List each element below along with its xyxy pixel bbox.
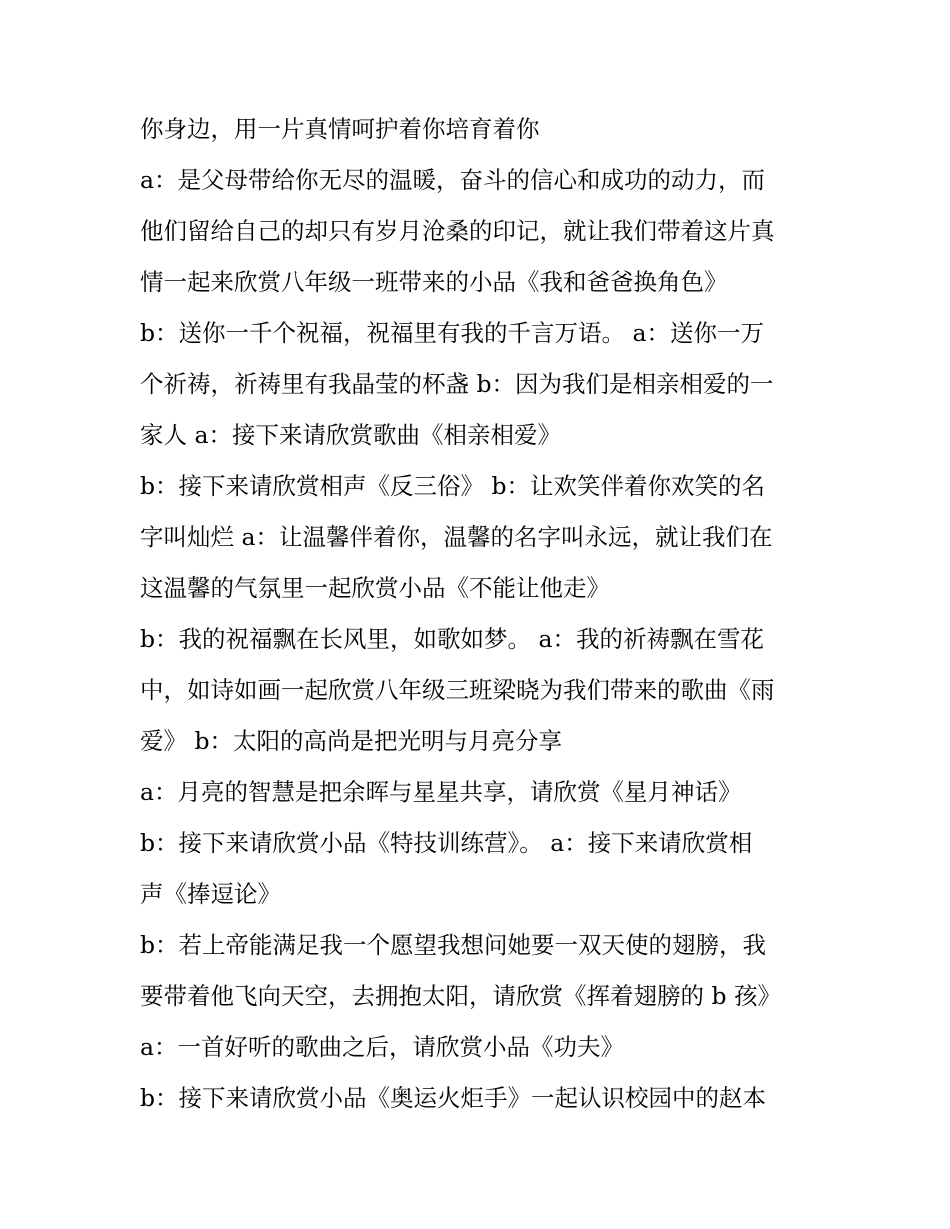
text-line: b：接下来请欣赏相声《反三俗》 b：让欢笑伴着你欢笑的名 xyxy=(140,472,766,500)
text-line: 要带着他飞向天空，去拥抱太阳，请欣赏《挥着翅膀的 b 孩》 xyxy=(140,982,781,1010)
text-line: a：月亮的智慧是把余晖与星星共享，请欣赏《星月神话》 xyxy=(140,778,742,806)
text-line: 声《捧逗论》 xyxy=(140,880,281,908)
text-line: b：接下来请欣赏小品《奥运火炬手》一起认识校园中的赵本 xyxy=(140,1084,767,1112)
text-line: 个祈祷，祈祷里有我晶莹的杯盏 b：因为我们是相亲相爱的一 xyxy=(140,370,774,398)
text-line: 你身边，用一片真情呵护着你培育着你 xyxy=(140,115,540,143)
document-body xyxy=(140,104,820,1124)
text-line: b：接下来请欣赏小品《特技训练营》。 a：接下来请欣赏相 xyxy=(140,829,753,857)
text-line: b：我的祝福飘在长风里，如歌如梦。 a：我的祈祷飘在雪花 xyxy=(140,625,765,653)
text-line: 字叫灿烂 a：让温馨伴着你，温馨的名字叫永远，就让我们在 xyxy=(140,523,773,551)
text-line: 家人 a：接下来请欣赏歌曲《相亲相爱》 xyxy=(140,421,561,449)
text-line: a：一首好听的歌曲之后，请欣赏小品《功夫》 xyxy=(140,1033,625,1061)
text-line: 这温馨的气氛里一起欣赏小品《不能让他走》 xyxy=(140,574,610,602)
text-line: 他们留给自己的却只有岁月沧桑的印记，就让我们带着这片真 xyxy=(140,217,775,245)
text-line: 爱》 b：太阳的高尚是把光明与月亮分享 xyxy=(140,727,563,755)
text-line: b：送你一千个祝福，祝福里有我的千言万语。 a：送你一万 xyxy=(140,319,765,347)
text-line: 情一起来欣赏八年级一班带来的小品《我和爸爸换角色》 xyxy=(140,268,728,296)
text-line: a：是父母带给你无尽的温暖，奋斗的信心和成功的动力，而 xyxy=(140,166,766,194)
text-line: 中，如诗如画一起欣赏八年级三班梁晓为我们带来的歌曲《雨 xyxy=(140,676,775,704)
text-line: b：若上帝能满足我一个愿望我想问她要一双天使的翅膀，我 xyxy=(140,931,767,959)
